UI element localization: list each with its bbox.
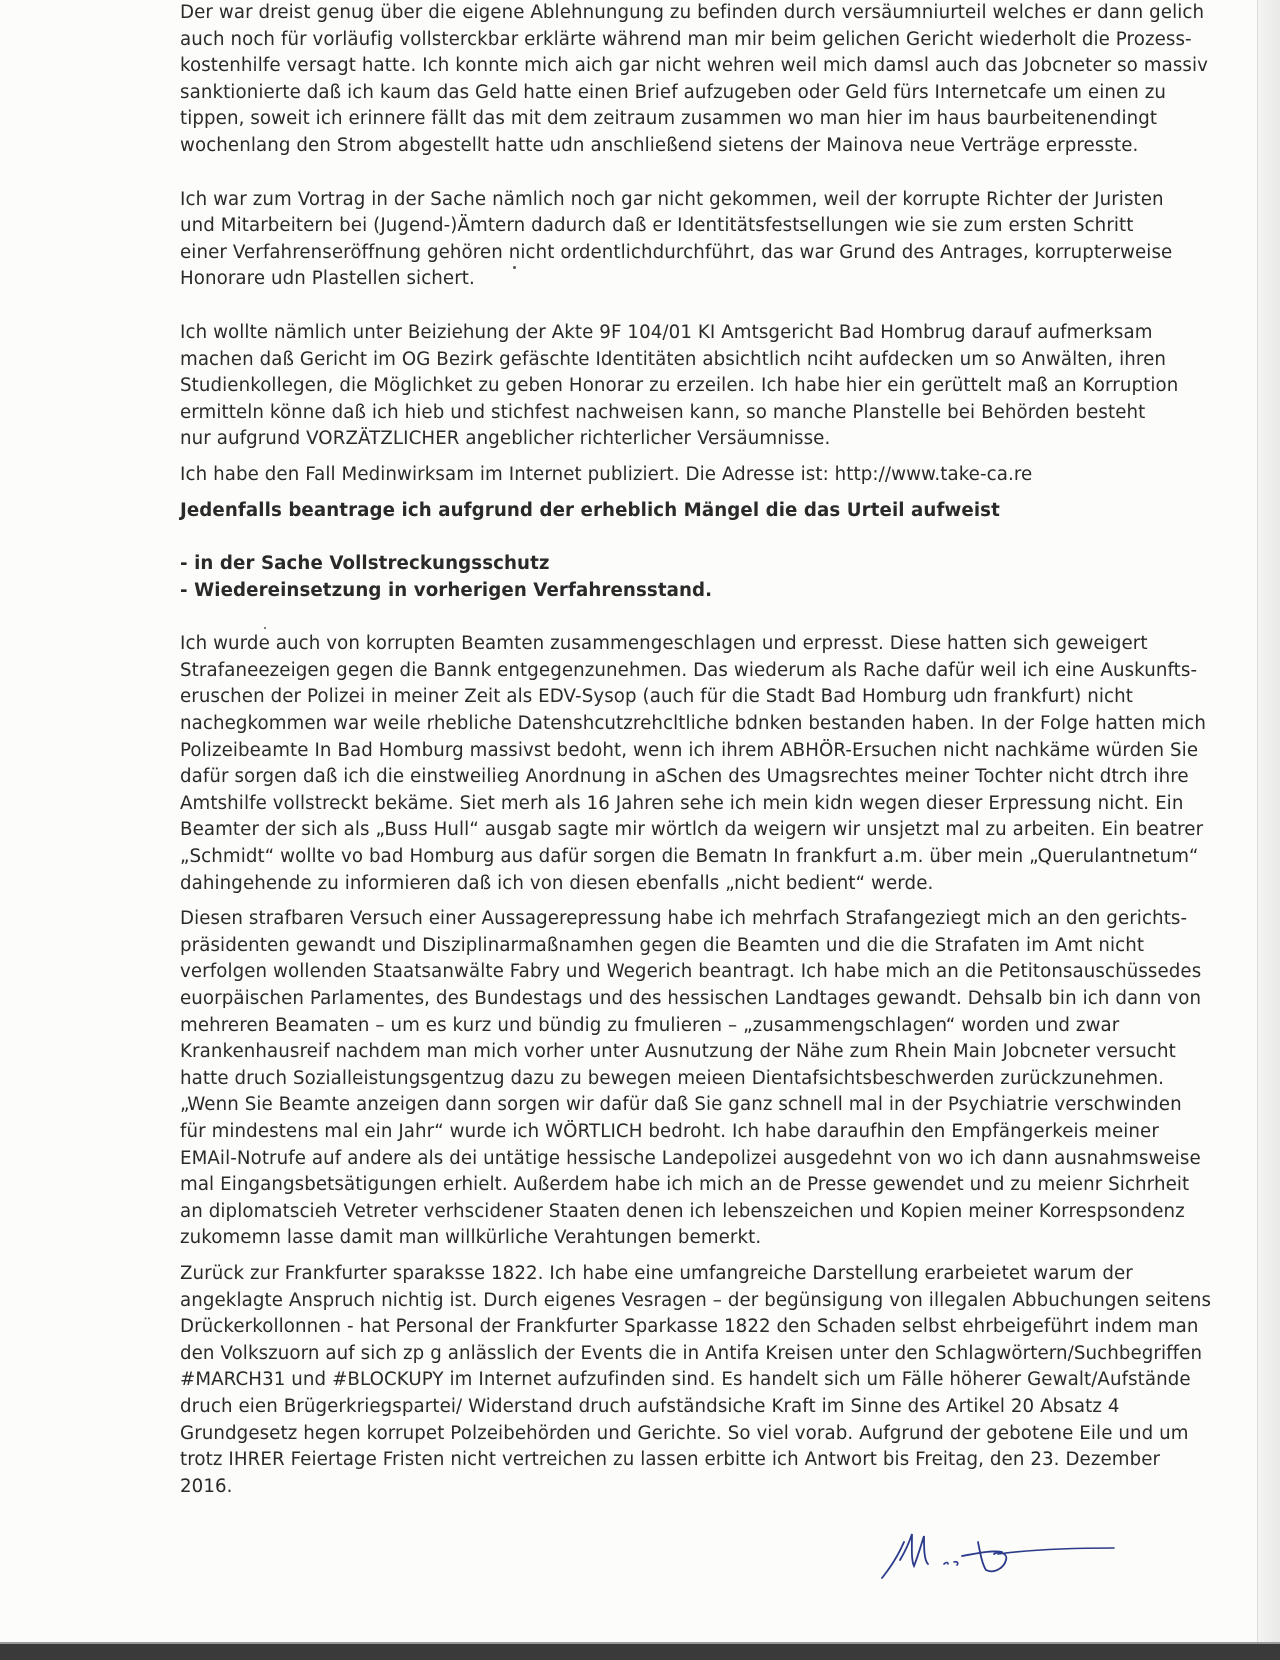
letter-body (180, 0, 1212, 1500)
text-line: wochenlang den Strom abgestellt hatte udn anschließend sietens der Mainova neue Verträge erpresste. (180, 134, 1139, 156)
text-line: #MARCH31 und #BLOCKUPY im Internet aufzufinden sind. Es handelt sich um Fälle höherer Gewalt/Aufstände (180, 1369, 1191, 1391)
text-line: sanktionierte daß ich kaum das Geld hatte einen Brief aufzugeben oder Geld fürs Internetcafe um einen zu (180, 81, 1167, 103)
text-line: kostenhilfe versagt hatte. Ich konnte mich aich gar nicht wehren weil mich damsl auch das Jobcneter so massiv (180, 55, 1209, 77)
scan-edge-right (1257, 0, 1280, 1660)
text-line: Beamter der sich als „Buss Hull“ ausgab sagte mir wörtlch da weigern wir unsjetzt mal zu arbeiten. Ein beatrer (180, 819, 1204, 841)
text-line: Honorare udn Plastellen sichert. (180, 268, 475, 290)
scan-speck (513, 266, 516, 269)
paragraph-6 (180, 906, 1202, 1252)
text-line: „Schmidt“ wollte vo bad Homburg aus dafür sorgen die Bematn In frankfurt a.m. über mein „Querulantnetum“ (180, 846, 1199, 868)
text-line: Krankenhausreif nachdem man mich vorher unter Ausnutzung der Nähe zum Rhein Main Jobcneter versucht (180, 1041, 1176, 1063)
text-line: Drückerkollonnen - hat Personal der Frankfurter Sparkasse 1822 den Schaden selbst ehrbeigeführt indem man (180, 1316, 1199, 1338)
paragraph-4 (180, 462, 1190, 489)
text-line: nur aufgrund VORZÄTZLICHER angeblicher richterlicher Versäumnisse. (180, 428, 831, 450)
text-line: ermitteln könne daß ich hieb und stichfest nachweisen kann, so manche Planstelle bei Behörden besteht (180, 401, 1146, 423)
paragraph-7 (180, 1261, 1212, 1500)
handwritten-signature (878, 1520, 1118, 1590)
text-line: Diesen strafbaren Versuch einer Aussagerepressung habe ich mehrfach Strafangeziegt mich an den gerichts- (180, 908, 1188, 930)
text-line: verfolgen wollenden Staatsanwälte Fabry und Wegerich beantragt. Ich habe mich an die Petitonsauschüssedes (180, 961, 1202, 983)
text-line: dahingehende zu informieren daß ich von diesen ebenfalls „nicht bedient“ werde. (180, 872, 934, 894)
motion-list (180, 551, 1190, 604)
text-line: Der war dreist genug über die eigene Ablehnungung zu befinden durch versäumniurteil welches er dann gelich (180, 2, 1205, 23)
text-line: nachegkommen war weile rhebliche Datenshcutzrehcltliche bdnken bestanden haben. In der Folge hatten mich (180, 713, 1206, 735)
text-line: euorpäischen Parlamentes, des Bundestags und des hessischen Landtages gewandt. Dehsalb bin ich dann von (180, 988, 1202, 1009)
paragraph-3 (180, 320, 1190, 453)
text-line: Ich habe den Fall Medinwirksam im Internet publiziert. Die Adresse ist: http://www.take-ca.re (180, 463, 1033, 485)
text-line: für mindestens mal ein Jahr“ wurde ich WÖRTLICH bedroht. Ich habe daraufhin den Empfängerkeis meiner (180, 1120, 1159, 1142)
scan-edge-bottom (0, 1642, 1280, 1660)
scan-speck (264, 627, 266, 629)
paragraph-5 (180, 631, 1206, 897)
text-line: zukomemn lasse damit man willkürliche Verahtungen bemerkt. (180, 1227, 762, 1249)
text-line: mal Eingangsbetsätigungen erhielt. Außerdem habe ich mich an de Presse gewendet und zu meienr Sichrheit (180, 1174, 1190, 1196)
text-line: eruschen der Polizei in meiner Zeit als EDV-Sysop (auch für die Stadt Bad Homburg udn frankfurt) nicht (180, 686, 1133, 708)
text-line: Polizeibeamte In Bad Homburg massivst bedoht, wenn ich ihrem ABHÖR-Ersuchen nicht nachkäme würden Sie (180, 739, 1199, 761)
text-line: „Wenn Sie Beamte anzeigen dann sorgen wir dafür daß Sie ganz schnell mal in der Psychiatrie verschwinden (180, 1094, 1182, 1116)
text-line: angeklagte Anspruch nichtig ist. Durch eigenes Vesragen – der begünsigung von illegalen Abbuchungen seitens (180, 1289, 1212, 1311)
text-line: dafür sorgen daß ich die einstweilieg Anordnung in aSchen des Umagsrechtes meiner Tochter nicht dtrch ihre (180, 766, 1189, 788)
text-line: druch eien Brügerkriegspartei/ Widerstand druch aufständsiche Kraft im Sinne des Artikel 20 Absatz 4 (180, 1395, 1120, 1417)
text-line: machen daß Gericht im OG Bezirk gefäschte Identitäten absichtlich nciht aufdecken um so Anwälten, ihren (180, 348, 1167, 370)
text-line: einer Verfahrenseröffnung gehören nicht ordentlichdurchführt, das war Grund des Antrages, korrupterweise (180, 241, 1173, 263)
text-line: an diplomatscieh Vetreter verhscidener Staaten denen ich lebenszeichen und Kopien meiner Korrespsondenz (180, 1200, 1185, 1222)
text-line: tippen, soweit ich erinnere fällt das mit dem zeitraum zusammen wo man hier im haus baurbeitenendingt (180, 108, 1158, 130)
text-line: 2016. (180, 1475, 233, 1497)
text-line: Ich war zum Vortrag in der Sache nämlich noch gar nicht gekommen, weil der korrupte Richter der Juristen (180, 188, 1164, 210)
text-line: Zurück zur Frankfurter sparaksse 1822. Ich habe eine umfangreiche Darstellung erarbeietet warum der (180, 1262, 1133, 1284)
text-line: hatte druch Sozialleistungsgentzug dazu zu bewegen meieen Dientafsichtsbeschwerden zurückzunehmen. (180, 1067, 1164, 1089)
text-line: Ich wurde auch von korrupten Beamten zusammengeschlagen und erpresst. Diese hatten sich geweigert (180, 633, 1148, 655)
paragraph-2 (180, 187, 1190, 293)
list-item: - Wiedereinsetzung in vorherigen Verfahrensstand. (180, 579, 713, 601)
paragraph-1 (180, 0, 1209, 160)
text-line: Amtshilfe vollstreckt bekäme. Siet merh als 16 Jahren sehe ich mein kidn wegen dieser Erpressung nicht. Ein (180, 792, 1184, 814)
text-line: Studienkollegen, die Möglichket zu geben Honorar zu erzeilen. Ich habe hier ein gerüttelt maß an Korruption (180, 375, 1179, 397)
text-line: auch noch für vorläufig vollsterckbar erklärte während man mir beim gelichen Gericht wiederholt die Prozess- (180, 28, 1192, 50)
text-line: Ich wollte nämlich unter Beiziehung der Akte 9F 104/01 KI Amtsgericht Bad Hombrug darauf aufmerksam (180, 321, 1153, 343)
text-line: trotz IHRER Feiertage Fristen nicht vertreichen zu lassen erbitte ich Antwort bis Freitag, den 23. Dezember (180, 1449, 1161, 1471)
text-line: den Volkszuorn auf sich zp g anlässlich der Events die in Antifa Kreisen unter den Schlagwörtern/Suchbegriffen (180, 1342, 1203, 1364)
list-item: - in der Sache Vollstreckungsschutz (180, 553, 550, 575)
text-line: Grundgesetz hegen korrupet Polzeibehörden und Gerichte. So viel vorab. Aufgrund der gebotene Eile und um (180, 1422, 1189, 1444)
text-line: mehreren Beamaten – um es kurz und bündig zu fmulieren – „zusammengschlagen“ worden und zwar (180, 1014, 1120, 1036)
motion-heading (180, 498, 1190, 525)
text-line: präsidenten gewandt und Disziplinarmaßnamhen gegen die Beamten und die die Strafaten im Amt nicht (180, 934, 1145, 956)
text-line: und Mitarbeitern bei (Jugend-)Ämtern dadurch daß er Identitätsfestsellungen wie sie zum ersten Schritt (180, 215, 1134, 237)
text-line: Strafaneezeigen gegen die Bannk entgegenzunehmen. Das wiederum als Rache dafür weil ich eine Auskunfts- (180, 659, 1198, 681)
text-line: EMAil-Notrufe auf andere als dei untätige hessische Landepolizei ausgedehnt von wo ich dann ausnahmsweise (180, 1147, 1201, 1169)
text-line: Jedenfalls beantrage ich aufgrund der erheblich Mängel die das Urteil aufweist (180, 499, 1000, 521)
